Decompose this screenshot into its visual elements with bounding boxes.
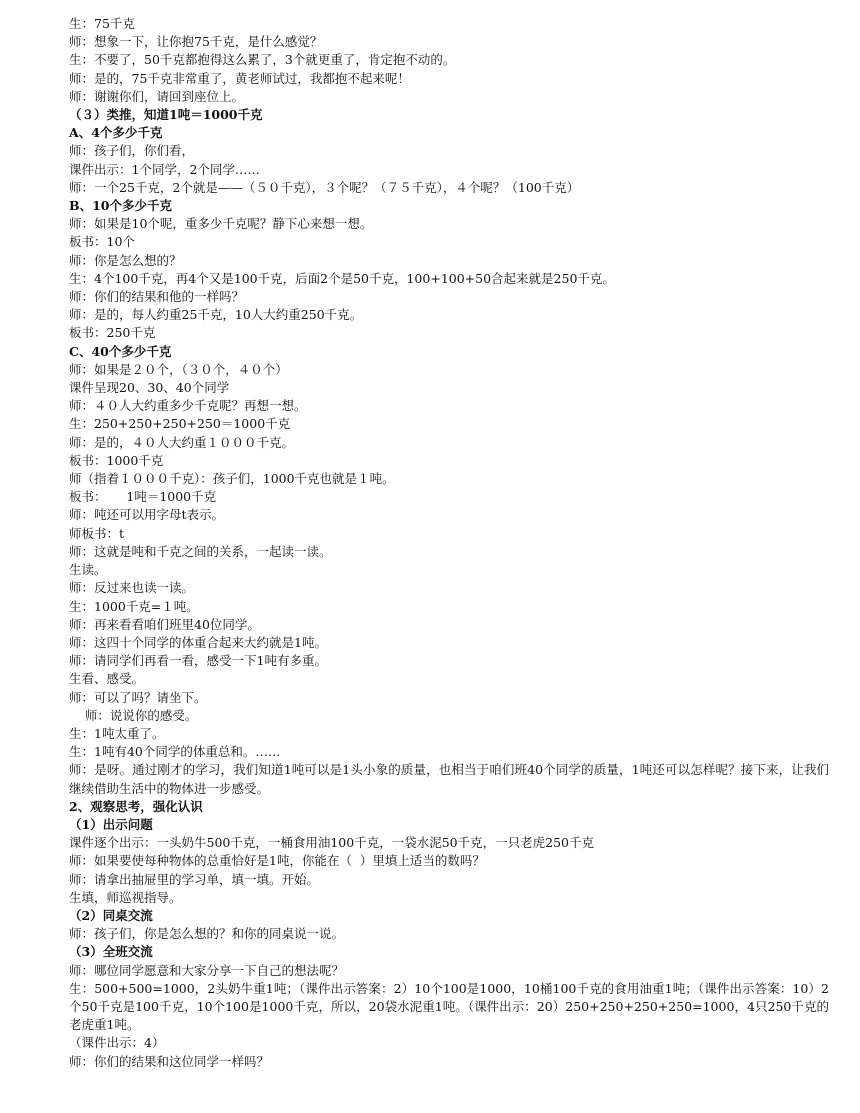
- text-line: 生：500+500=1000，2头奶牛重1吨；（课件出示答案：2）10个100是1000，10桶100千克的食用油重1吨；（课件出示答案：10）2个50千克是100千克，10个100是1000千克，所以，20袋水泥重1吨。（课件出示：20）250+250+250+250=1000，4只250千克的老虎重1吨。: [69, 980, 829, 1033]
- text-line: 师：孩子们，你们看，: [69, 143, 195, 159]
- text-line: 板书：10个: [69, 234, 135, 250]
- text-line: 师：这就是吨和千克之间的关系，一起读一读。: [69, 543, 332, 559]
- text-line: 生：75千克: [69, 16, 135, 31]
- text-line: 师板书：t: [69, 525, 125, 541]
- text-line: 生：250+250+250+250＝1000千克: [69, 416, 291, 432]
- text-line: 师：一个25千克，2个就是——（５０千克），３个呢？（７５千克），４个呢？（100千克）: [69, 179, 580, 195]
- text-line: 师：这四十个同学的体重合起来大约就是1吨。: [69, 634, 327, 650]
- text-line: 生：1000千克=１吨。: [69, 598, 199, 614]
- section-heading: 2、观察思考，强化认识: [69, 798, 203, 814]
- document-body: [69, 15, 829, 1071]
- text-line: 师：你们的结果和这位同学一样吗？: [69, 1053, 270, 1069]
- text-line: 课件逐个出示：一头奶牛500千克，一桶食用油100千克，一袋水泥50千克，一只老虎250千克: [69, 835, 594, 851]
- text-line: 生填，师巡视指导。: [69, 889, 182, 905]
- text-line: 生看、感受。: [69, 671, 145, 687]
- section-heading: （1）出示问题: [69, 816, 153, 832]
- text-line: 师：反过来也读一读。: [69, 580, 195, 596]
- text-line: 师：是的，每人约重25千克，10人大约重250千克。: [69, 307, 363, 323]
- text-line: 板书： 1吨＝1000千克: [69, 489, 217, 505]
- text-line: 生：4个100千克，再4个又是100千克，后面2个是50千克，100+100+50合起来就是250千克。: [69, 270, 615, 286]
- section-heading: （2）同桌交流: [69, 907, 153, 923]
- section-heading: A、4个多少千克: [69, 125, 163, 141]
- text-line: 师：如果是10个呢，重多少千克呢？静下心来想一想。: [69, 216, 373, 232]
- text-line: 师：吨还可以用字母t表示。: [69, 507, 225, 523]
- text-line: 师：谢谢你们，请回到座位上。: [69, 88, 245, 104]
- text-line: 师：是呀。通过刚才的学习，我们知道1吨可以是1头小象的质量，也相当于咱们班40个同学的质量，1吨还可以怎样呢？接下来，让我们继续借助生活中的物体进一步感受。: [69, 762, 829, 796]
- text-line: 师：再来看看咱们班里40位同学。: [69, 616, 260, 632]
- text-line: 师：请拿出抽屉里的学习单，填一填。开始。: [69, 871, 320, 887]
- text-line: 师：哪位同学愿意和大家分享一下自己的想法呢？: [69, 962, 345, 978]
- text-line: 板书：1000千克: [69, 452, 164, 468]
- section-heading: （３）类推，知道1吨＝1000千克: [69, 107, 263, 123]
- text-line: 师：如果是２０个，（３０个，４０个）: [69, 361, 288, 377]
- text-line: 师：你是怎么想的？: [69, 252, 182, 268]
- text-line: 师：是的，４０人大约重１０００千克。: [69, 434, 295, 450]
- text-line: 师：是的，75千克非常重了，黄老师试过，我都抱不起来呢！: [69, 70, 410, 86]
- text-line: 师：说说你的感受。: [69, 707, 198, 723]
- text-line: 生：1吨有40个同学的体重总和。……: [69, 744, 281, 760]
- text-line: 师：请同学们再看一看，感受一下1吨有多重。: [69, 653, 327, 669]
- text-line: 课件出示：1个同学，2个同学……: [69, 161, 260, 177]
- text-line: 课件呈现20、30、40个同学: [69, 380, 230, 396]
- text-line: 板书：250千克: [69, 325, 156, 341]
- section-heading: C、40个多少千克: [69, 343, 172, 359]
- text-line: 生：1吨太重了。: [69, 725, 165, 741]
- text-line: 师：４０人大约重多少千克呢？再想一想。: [69, 398, 307, 414]
- text-line: 师：孩子们，你是怎么想的？和你的同桌说一说。: [69, 926, 345, 942]
- text-line: 师：如果要使每种物体的总重恰好是1吨，你能在（ ）里填上适当的数吗？: [69, 853, 485, 869]
- text-line: 师：想象一下，让你抱75千克，是什么感觉？: [69, 34, 323, 50]
- text-line: 师：你们的结果和他的一样吗？: [69, 289, 245, 305]
- section-heading: （3）全班交流: [69, 944, 153, 960]
- text-line: 生：不要了，50千克都抱得这么累了，3个就更重了，肯定抱不动的。: [69, 52, 456, 68]
- section-heading: B、10个多少千克: [69, 198, 172, 214]
- text-line: 生读。: [69, 562, 107, 578]
- text-line: 师：可以了吗？请坐下。: [69, 689, 207, 705]
- text-line: 师（指着１０００千克）：孩子们，1000千克也就是１吨。: [69, 471, 395, 487]
- text-line: （课件出示：4）: [69, 1035, 165, 1051]
